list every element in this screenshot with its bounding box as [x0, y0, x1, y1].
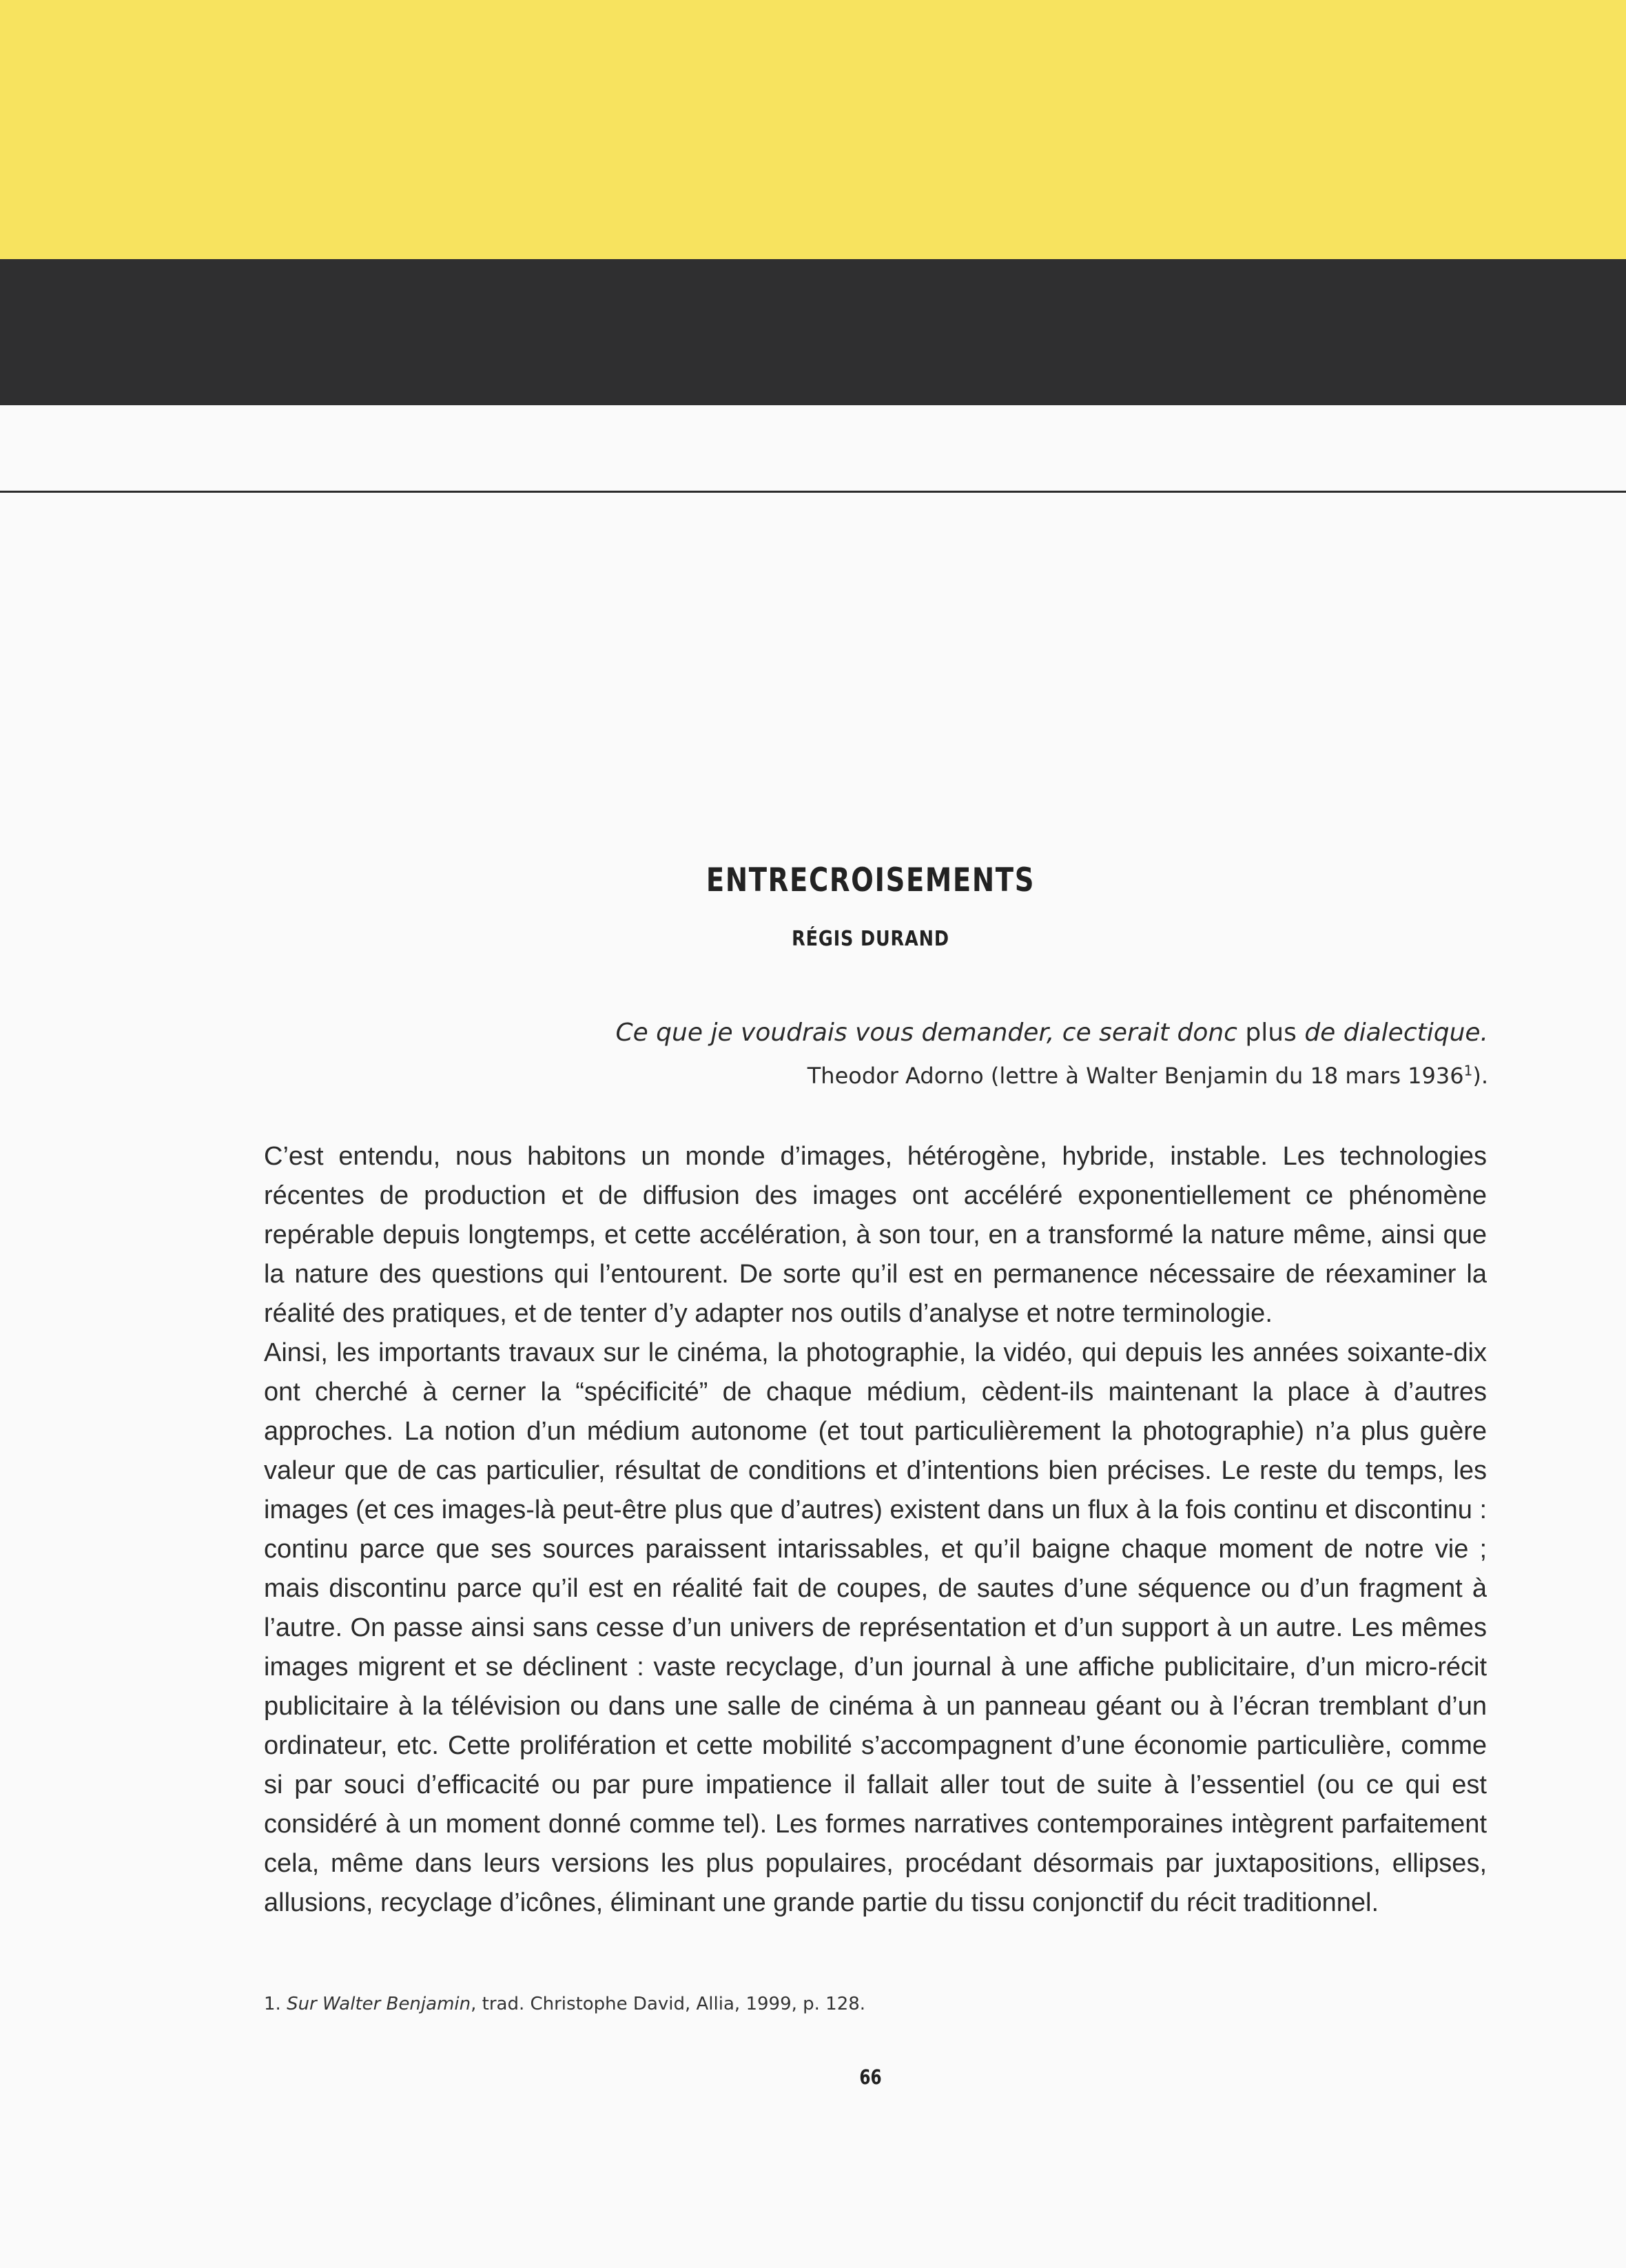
epigraph-source-text: Theodor Adorno (lettre à Walter Benjamin du 18 mars 1936 — [807, 1063, 1464, 1089]
epigraph-quote-part2: de dialectique. — [1304, 1019, 1488, 1047]
article-author: RÉGIS DURAND — [792, 927, 949, 951]
header-yellow-band — [0, 0, 1626, 259]
footnote-number: 1. — [264, 1994, 281, 2014]
article-body — [264, 1137, 1487, 1923]
epigraph-source — [262, 1063, 1488, 1089]
epigraph-quote — [262, 1019, 1488, 1047]
footnote-text: , trad. Christophe David, Allia, 1999, p. 128. — [471, 1994, 866, 2014]
body-paragraph: Ainsi, les importants travaux sur le cinéma, la photographie, la vidéo, qui depuis les années soixante-dix ont cherché à cerner la “spécificité” de chaque médium, cèdent-ils maintenant la place à d’autres approches. La notion d’un médium autonome (et tout particulièrement la photographie) n’a plus guère valeur que de cas particulier, résultat de conditions et d’intentions bien précises. Le reste du temps, les images (et ces images-là peut-être plus que d’autres) existent dans un flux à la fois continu et discontinu : continu parce que ses sources paraissent intarissables, et qu’il baigne chaque moment de notre vie ; mais discontinu parce qu’il est en réalité fait de coupes, de sautes d’une séquence ou d’un fragment à l’autre. On passe ainsi sans cesse d’un univers de représentation et d’un support à un autre. Les mêmes images migrent et se déclinent : vaste recyclage, d’un journal à une affiche publicitaire, d’un micro-récit publicitaire à la télévision ou dans une salle de cinéma à un panneau géant ou à l’écran tremblant d’un ordinateur, etc. Cette prolifération et cette mobilité s’accompagnent d’une économie particulière, comme si par souci d’efficacité ou par pure impatience il fallait aller tout de suite à l’essentiel (ou ce qui est considéré à un moment donné comme tel). Les formes narratives contemporaines intègrent parfaitement cela, même dans leurs versions les plus populaires, procédant désormais par juxtapositions, ellipses, allusions, recyclage d’icônes, éliminant une grande partie du tissu conjonctif du récit traditionnel. — [264, 1338, 1487, 1917]
footnote-title: Sur Walter Benjamin — [287, 1994, 471, 2014]
footnote-reference: 1 — [1463, 1062, 1473, 1079]
header-dark-band — [0, 259, 1626, 405]
epigraph-source-end: ). — [1472, 1063, 1488, 1089]
body-paragraph: C’est entendu, nous habitons un monde d’images, hétérogène, hybride, instable. Les technologies récentes de production et de diffusion des images ont accéléré exponentiellement ce phénomène repérable depuis longtemps, et cette accélération, à son tour, en a transformé la nature même, ainsi que la nature des questions qui l’entourent. De sorte qu’il est en permanence nécessaire de réexaminer la réalité des pratiques, et de tenter d’y adapter nos outils d’analyse et notre terminologie. — [264, 1142, 1487, 1328]
epigraph-quote-plus: plus — [1245, 1019, 1297, 1047]
article-title: ENTRECROISEMENTS — [706, 861, 1036, 899]
page-number: 66 — [859, 2065, 882, 2089]
footnote — [264, 1994, 1487, 2014]
horizontal-rule — [0, 491, 1626, 493]
epigraph-quote-part1: Ce que je voudrais vous demander, ce serait donc — [615, 1019, 1237, 1047]
